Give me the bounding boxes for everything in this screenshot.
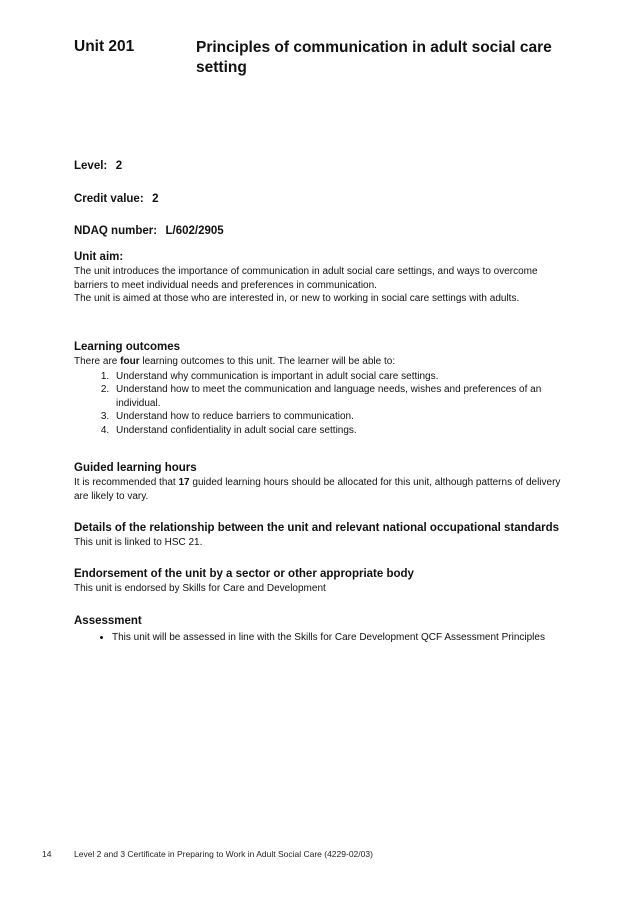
footer-title: Level 2 and 3 Certificate in Preparing to Work in Adult Social Care (4229-02/03) xyxy=(74,849,373,859)
guided-hours-section xyxy=(74,461,574,503)
credit-value: 2 xyxy=(152,193,159,205)
learning-outcomes-list xyxy=(74,370,574,438)
assessment-section xyxy=(74,614,574,645)
learning-outcomes-intro xyxy=(74,355,574,369)
credit-row xyxy=(74,189,574,207)
ndaq-label: NDAQ number: xyxy=(74,225,158,237)
ndaq-row xyxy=(74,221,574,239)
endorsement-text: This unit is endorsed by Skills for Care and Development xyxy=(74,583,326,594)
level-value: 2 xyxy=(115,160,123,172)
level-row xyxy=(74,156,574,174)
assessment-item: • This unit will be assessed in line with the Skills for Care Development QCF Assessment Principles xyxy=(112,631,574,645)
intro-text-post: learning outcomes to this unit. The learner will be able to: xyxy=(142,356,396,367)
learning-outcome-item: 1. Understand why communication is important in adult social care settings. xyxy=(112,370,574,384)
unit-title: Principles of communication in adult social care setting xyxy=(196,39,552,76)
unit-aim-para-1: The unit introduces the importance of communication in adult social care settings, and ways to overcome barriers to meet individual needs and preferences in communication. xyxy=(74,266,538,291)
guided-hours-heading: Guided learning hours xyxy=(74,462,197,474)
nos-section xyxy=(74,521,574,550)
ndaq-value: L/602/2905 xyxy=(165,225,224,237)
learning-outcome-item: 3. Understand how to reduce barriers to communication. xyxy=(112,410,574,424)
guided-hours-text-pre: It is recommended that xyxy=(74,477,176,488)
assessment-list xyxy=(74,631,574,645)
learning-outcomes-heading: Learning outcomes xyxy=(74,341,181,353)
credit-label: Credit value: xyxy=(74,193,144,205)
guided-hours-count: 17 xyxy=(178,477,190,488)
guided-hours-text-post: guided learning hours should be allocated for this unit, although patterns of delivery are likely to vary. xyxy=(74,477,561,502)
endorsement-heading: Endorsement of the unit by a sector or other appropriate body xyxy=(74,568,414,580)
endorsement-section xyxy=(74,567,574,596)
assessment-heading: Assessment xyxy=(74,615,142,627)
nos-heading: Details of the relationship between the unit and relevant national occupational standards xyxy=(74,522,559,534)
unit-aim-section xyxy=(74,250,574,306)
intro-count: four xyxy=(120,356,140,367)
unit-number: Unit 201 xyxy=(74,38,135,55)
unit-aim-para-2: The unit is aimed at those who are interested in, or new to working in social care settings with adults. xyxy=(74,293,520,304)
learning-outcome-item: 4. Understand confidentiality in adult social care settings. xyxy=(112,424,574,438)
learning-outcome-item: 2. Understand how to meet the communication and language needs, wishes and preferences of an individual. xyxy=(112,383,574,410)
guided-hours-text xyxy=(74,476,574,503)
level-label: Level: xyxy=(74,160,108,172)
page-number: 14 xyxy=(42,849,52,859)
learning-outcomes-section xyxy=(74,340,574,437)
intro-text-pre: There are xyxy=(74,356,118,367)
unit-aim-heading: Unit aim: xyxy=(74,251,124,263)
nos-text: This unit is linked to HSC 21. xyxy=(74,537,203,548)
